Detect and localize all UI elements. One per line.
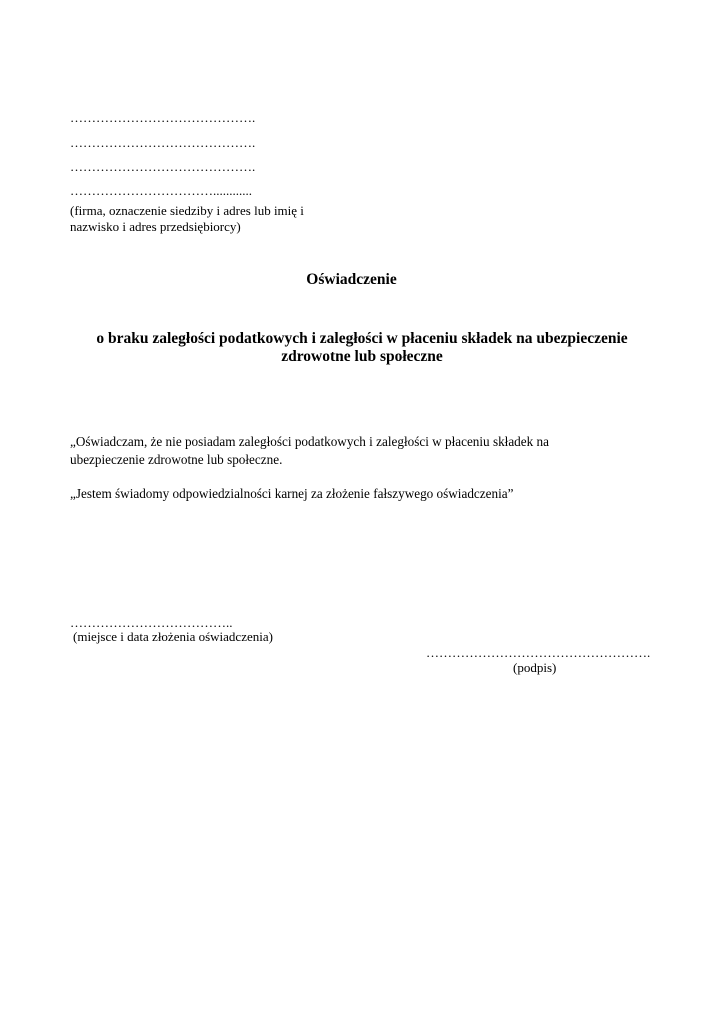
company-caption-line-2: nazwisko i adres przedsiębiorcy) (70, 219, 241, 234)
company-dotted-line-4: ……………………………............ (70, 183, 252, 198)
document-title: Oświadczenie (306, 271, 397, 288)
place-date-dotted-line: ……………………………….. (70, 615, 233, 630)
company-caption-line-1: (firma, oznaczenie siedziby i adres lub imię i (70, 203, 304, 218)
signature-label: (podpis) (513, 660, 557, 675)
company-dotted-line-2: ……………………………………. (70, 135, 256, 150)
company-dotted-line-3: ……………………………………. (70, 159, 256, 174)
statement-line-3: „Jestem świadomy odpowiedzialności karnej za złożenie fałszywego oświadczenia” (70, 486, 514, 501)
statement-line-1: „Oświadczam, że nie posiadam zaległości podatkowych i zaległości w płaceniu składek na (70, 434, 549, 449)
signature-dotted-line: ……………………………………………. (426, 645, 651, 660)
document-subtitle-line-1: o braku zaległości podatkowych i zaległości w płaceniu składek na ubezpieczenie (96, 330, 628, 347)
document-subtitle-line-2: zdrowotne lub społeczne (281, 348, 443, 365)
place-date-label: (miejsce i data złożenia oświadczenia) (73, 629, 273, 644)
company-dotted-line-1: ……………………………………. (70, 110, 256, 125)
statement-line-2: ubezpieczenie zdrowotne lub społeczne. (70, 452, 283, 467)
